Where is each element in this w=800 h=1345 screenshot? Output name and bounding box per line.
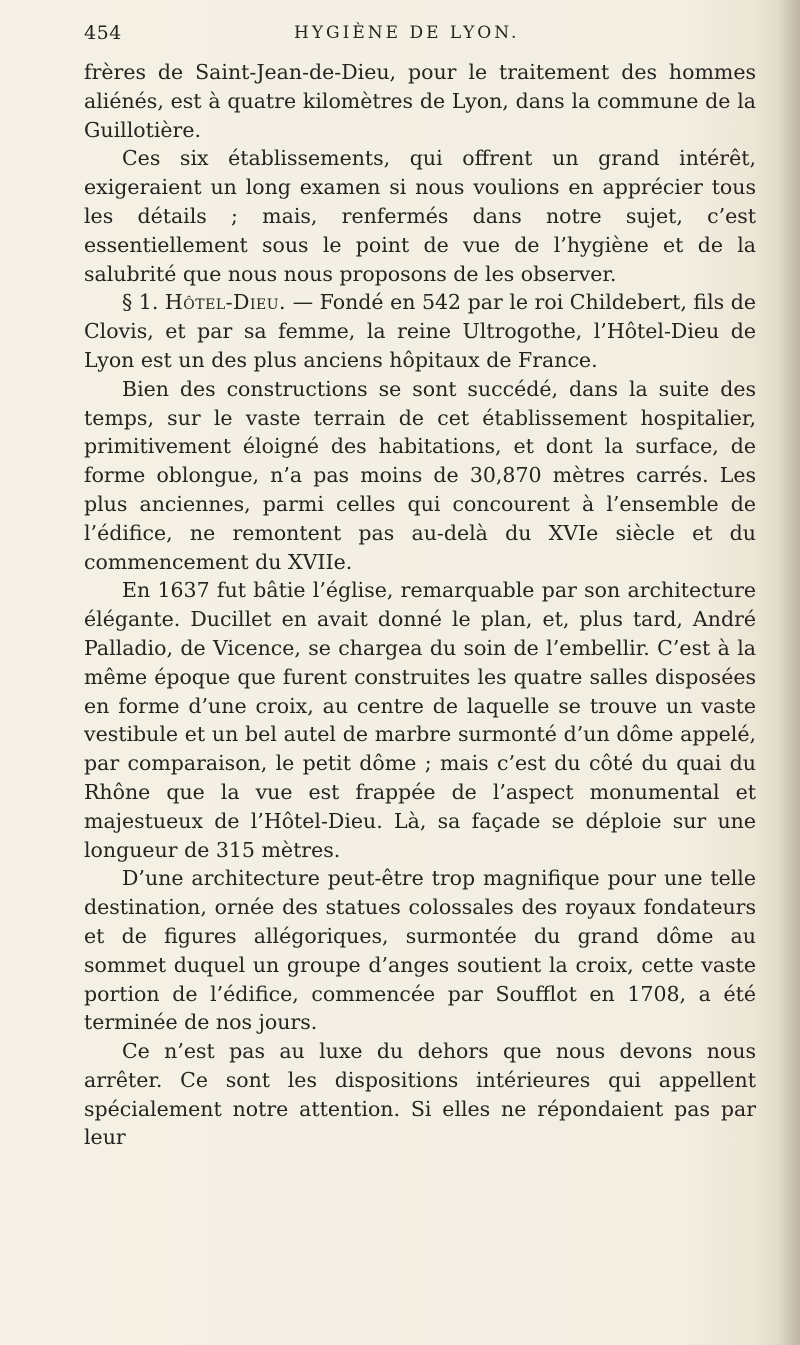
page-edge-shadow xyxy=(778,0,800,1345)
body-text xyxy=(84,58,756,1152)
paragraph-4-text: Bien des constructions se sont succédé, dans la suite des temps, sur le vaste terrain de cet établissement hospitalier, primitivement éloigné des habitations, et dont la surface, de forme oblongue, n’a pas moins de 30,870 mètres carrés. Les plus anciennes, parmi celles qui concourent à l’ensemble de l’édifice, ne remontent pas au-delà du XVIe siècle et du commencement du XVIIe. xyxy=(84,376,756,574)
paragraph-4 xyxy=(84,375,756,577)
paragraph-1 xyxy=(84,58,756,144)
paragraph-3-text: — Fondé en 542 par le roi Childebert, fils de Clovis, et par sa femme, la reine Ultrogothe, l’Hôtel-Dieu de Lyon est un des plus anciens hôpitaux de France. xyxy=(84,290,756,372)
paragraph-6-text: D’une architecture peut-être trop magnifique pour une telle destination, ornée des statues colossales des royaux fondateurs et de figures allégoriques, surmontée du grand dôme au sommet duquel un groupe d’anges soutient la croix, cette vaste portion de l’édifice, commencée par Soufflot en 1708, a été terminée de nos jours. xyxy=(84,866,756,1035)
paragraph-6 xyxy=(84,864,756,1037)
page-number: 454 xyxy=(84,22,122,44)
paragraph-3 xyxy=(84,288,756,374)
paragraph-2 xyxy=(84,144,756,288)
section-heading: Hôtel-Dieu. xyxy=(164,290,287,315)
paragraph-5-text: En 1637 fut bâtie l’église, remarquable par son architecture élégante. Ducillet en avait donné le plan, et, plus tard, André Palladio, de Vicence, se chargea du soin de l’embellir. C’est à la même époque que furent construites les quatre salles disposées en forme d’une croix, au centre de laquelle se trouve un vaste vestibule et un bel autel de marbre surmonté d’un dôme appelé, par comparaison, le petit dôme ; mais c’est du côté du quai du Rhône que la vue est frappée de l’aspect monumental et majestueux de l’Hôtel-Dieu. Là, sa façade se déploie sur une longueur de 315 mètres. xyxy=(84,578,756,862)
paragraph-7-text: Ce n’est pas au luxe du dehors que nous devons nous arrêter. Ce sont les dispositions intérieures qui appellent spécialement notre attention. Si elles ne répondaient pas par leur xyxy=(84,1039,756,1150)
running-header xyxy=(84,22,764,52)
running-title: HYGIÈNE DE LYON. xyxy=(294,23,520,43)
paragraph-1-text: frères de Saint-Jean-de-Dieu, pour le traitement des hommes aliénés, est à quatre kilomètres de Lyon, dans la commune de la Guillotière. xyxy=(84,60,756,142)
paragraph-5 xyxy=(84,576,756,864)
section-mark: § 1. xyxy=(122,290,159,315)
paragraph-2-text: Ces six établissements, qui offrent un grand intérêt, exigeraient un long examen si nous voulions en apprécier tous les détails ; mais, renfermés dans notre sujet, c’est essentiellement sous le point de vue de l’hygiène et de la salubrité que nous nous proposons de les observer. xyxy=(84,146,756,286)
paragraph-7 xyxy=(84,1037,756,1152)
